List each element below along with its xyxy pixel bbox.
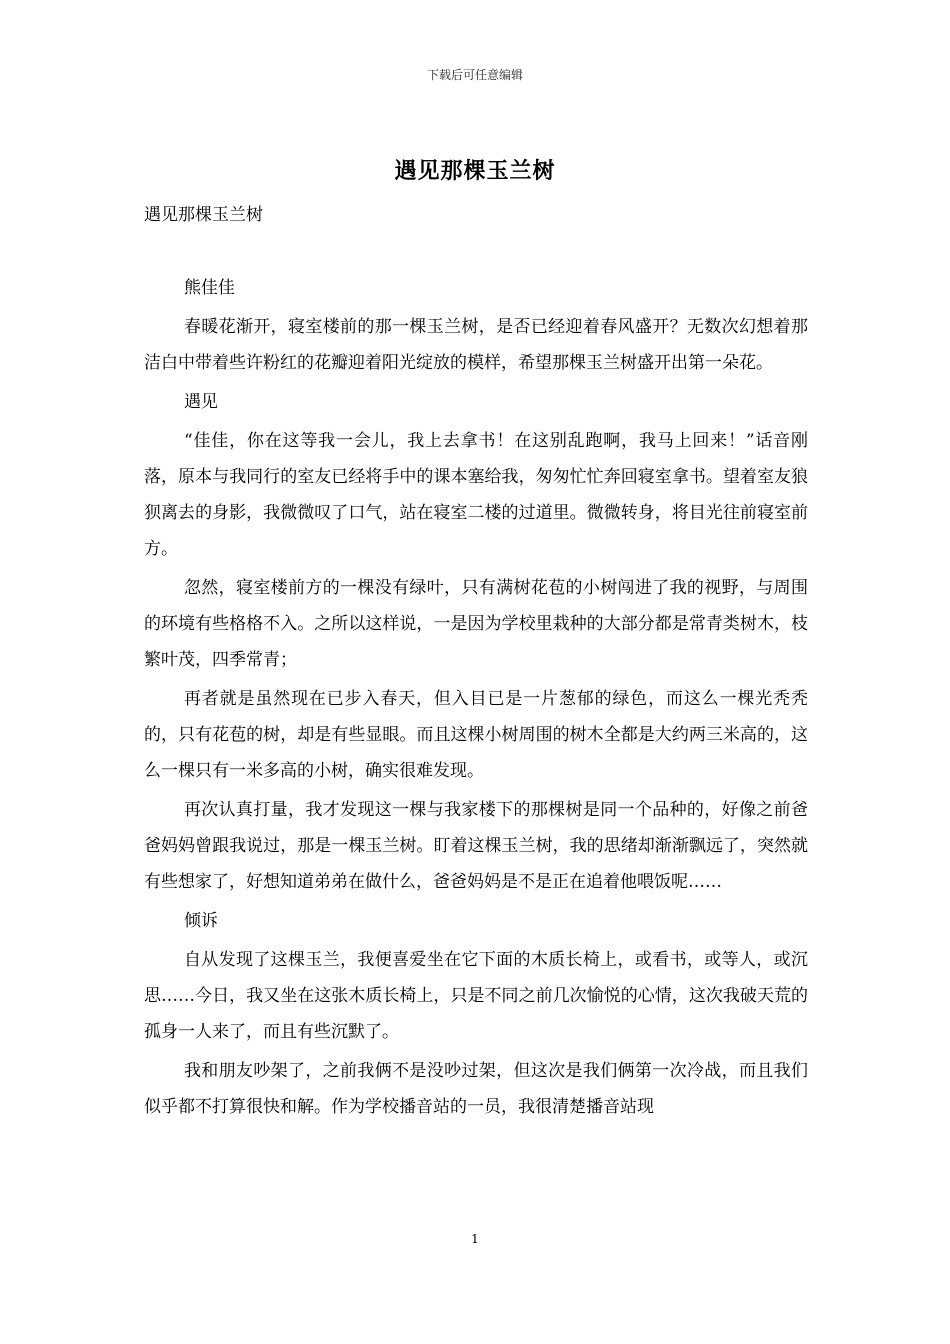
document-subtitle: 遇见那棵玉兰树 (144, 205, 263, 225)
paragraph: 我和朋友吵架了，之前我俩不是没吵过架，但这次是我们俩第一次冷战，而且我们似乎都不打算很快和解。作为学校播音站的一员，我很清楚播音站现 (144, 1061, 808, 1117)
page-number: 1 (471, 1232, 479, 1246)
paragraph: 再者就是虽然现在已步入春天，但入目已是一片葱郁的绿色，而这么一棵光秃秃的，只有花苞的树，却是有些显眼。而且这棵小树周围的树木全都是大约两三米高的，这么一棵只有一米多高的小树，确实很难发现。 (144, 689, 808, 781)
page-header-note: 下载后可任意编辑 (426, 68, 523, 82)
paragraph-author: 熊佳佳 (183, 278, 235, 298)
section-heading-confide: 倾诉 (183, 911, 218, 931)
paragraph: 春暖花渐开，寝室楼前的那一棵玉兰树，是否已经迎着春风盛开？无数次幻想着那洁白中带着些许粉红的花瓣迎着阳光绽放的模样，希望那棵玉兰树盛开出第一朵花。 (144, 317, 808, 373)
document-title: 遇见那棵玉兰树 (394, 158, 556, 184)
document-body (144, 270, 808, 1128)
paragraph: 再次认真打量，我才发现这一棵与我家楼下的那棵树是同一个品种的，好像之前爸爸妈妈曾跟我说过，那是一棵玉兰树。盯着这棵玉兰树，我的思绪却渐渐飘远了，突然就有些想家了，好想知道弟弟在做什么，爸爸妈妈是不是正在追着他喂饭呢…… (144, 800, 808, 892)
section-heading-encounter: 遇见 (183, 392, 218, 412)
paragraph: 忽然，寝室楼前方的一棵没有绿叶，只有满树花苞的小树闯进了我的视野，与周围的环境有些格格不入。之所以这样说，一是因为学校里栽种的大部分都是常青类树木，枝繁叶茂，四季常青； (144, 578, 808, 670)
paragraph: 自从发现了这棵玉兰，我便喜爱坐在它下面的木质长椅上，或看书，或等人，或沉思……今日，我又坐在这张木质长椅上，只是不同之前几次愉悦的心情，这次我破天荒的孤身一人来了，而且有些沉默了。 (144, 950, 808, 1042)
paragraph: “佳佳，你在这等我一会儿，我上去拿书！在这别乱跑啊，我马上回来！”话音刚落，原本与我同行的室友已经将手中的课本塞给我，匆匆忙忙奔回寝室拿书。望着室友狼狈离去的身影，我微微叹了口气，站在寝室二楼的过道里。微微转身，将目光往前寝室前方。 (144, 431, 808, 559)
